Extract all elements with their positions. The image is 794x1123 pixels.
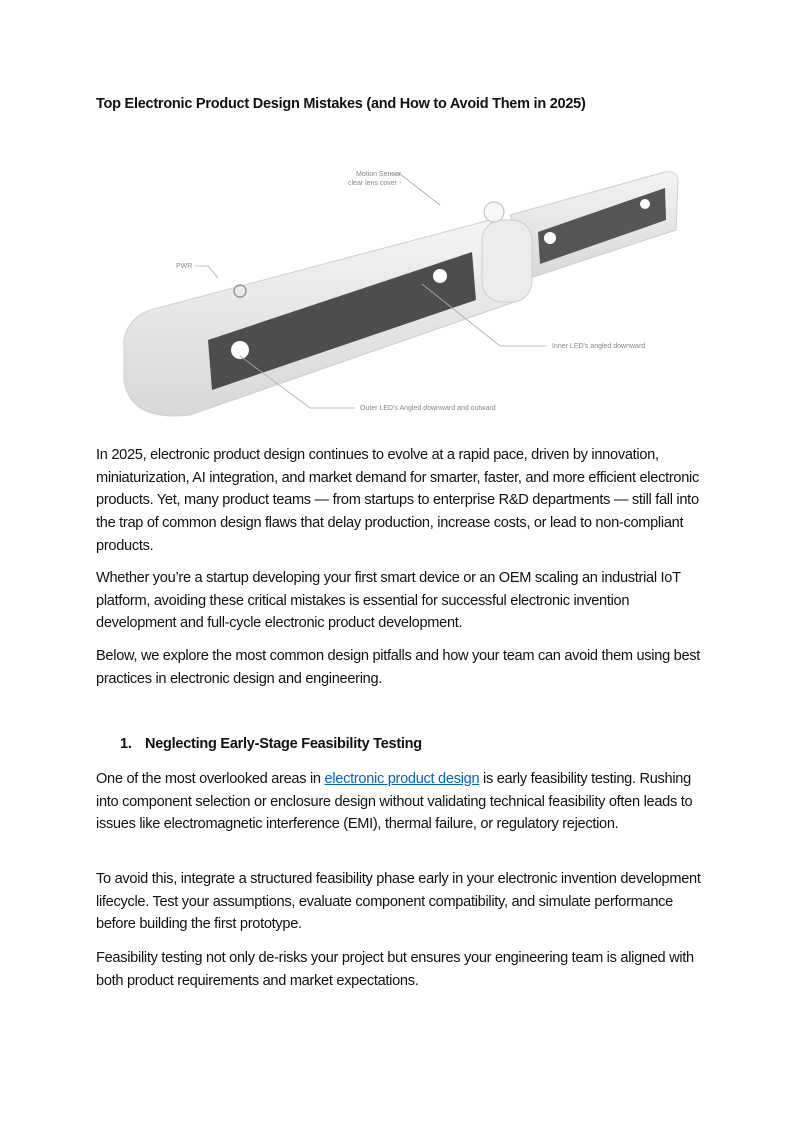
section-number: 1.	[120, 736, 132, 752]
section-1-paragraph-3: Feasibility testing not only de-risks your project but ensures your engineering team is aligned with both product requirements and market expectations.	[96, 950, 694, 989]
p1-before-link: One of the most overlooked areas in	[96, 771, 325, 787]
label-pwr: PWR	[176, 263, 193, 270]
whether-paragraph: Whether you’re a startup developing your first smart device or an OEM scaling an industrial IoT platform, avoiding these critical mistakes is essential for successful electronic invention development and full-cycle electronic product development.	[96, 570, 681, 632]
p1-after-link: is early feasibility testing. Rushing into component selection or enclosure design without validating technical feasibility often leads to issues like electromagnetic interference (EMI), thermal failure, or regulatory rejection.	[96, 771, 693, 833]
label-inner-leds: Inner LED's angled downward	[552, 343, 646, 350]
section-heading-text: Neglecting Early-Stage Feasibility Testing	[145, 736, 422, 752]
product-image	[110, 160, 690, 420]
label-motion-sensor: Motion Sensor	[356, 171, 402, 178]
below-paragraph: Below, we explore the most common design pitfalls and how your team can avoid them using best practices in electronic design and engineering.	[96, 648, 701, 687]
label-clear-lens: clear lens cover -	[348, 180, 402, 187]
document-title: Top Electronic Product Design Mistakes (and How to Avoid Them in 2025)	[96, 96, 586, 112]
section-1-heading	[120, 736, 422, 752]
section-1-paragraph-2: To avoid this, integrate a structured feasibility phase early in your electronic invention development lifecycle. Test your assumptions, evaluate component compatibility, and simulate performance before building the first prototype.	[96, 871, 701, 933]
electronic-product-design-link[interactable]: electronic product design	[324, 771, 480, 787]
intro-paragraph: In 2025, electronic product design continues to evolve at a rapid pace, driven by innovation, miniaturization, AI integration, and market demand for smarter, faster, and more efficient electronic products. Yet, many product teams — from startups to enterprise R&D departments — still fall into the trap of common design flaws that delay production, increase costs, or lead to non-compliant products.	[96, 447, 699, 554]
label-outer-leds: Outer LED's Angled downward and outward	[360, 405, 496, 412]
section-1-paragraph-1	[96, 768, 706, 836]
